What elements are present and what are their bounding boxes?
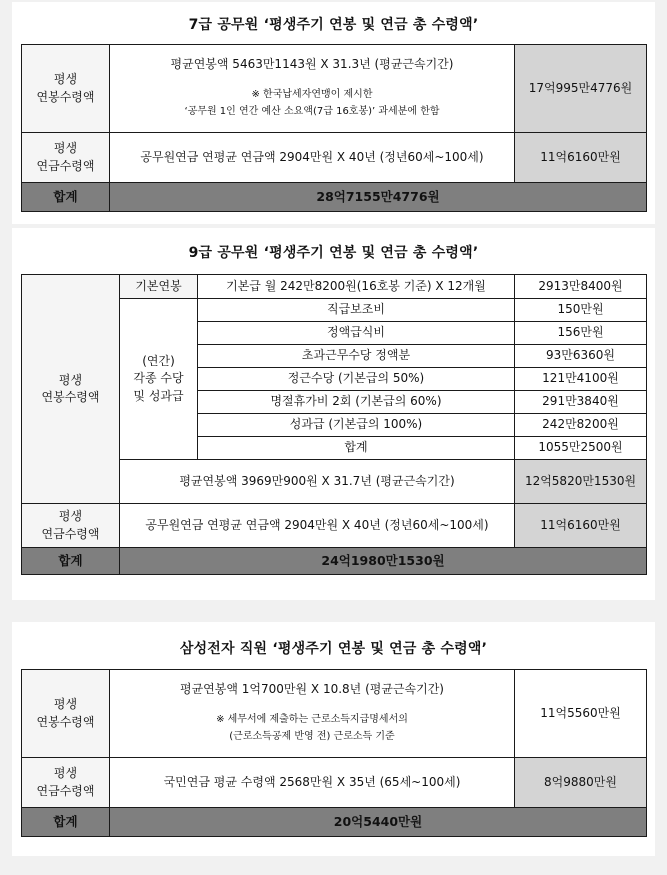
avg-salary-value: 12억5820만1530원 (515, 460, 647, 504)
salary-formula-cell (110, 670, 515, 758)
allowance-name: 직급보조비 (198, 299, 515, 322)
section-9th-grade (12, 228, 655, 600)
total-row (22, 548, 647, 575)
row-label: 평생 연봉수령액 (22, 45, 110, 133)
pension-value: 11억6160만원 (515, 133, 647, 183)
allowance-name: 정근수당 (기본급의 50%) (198, 368, 515, 391)
allowance-value: 121만4100원 (515, 368, 647, 391)
base-desc: 기본급 월 242만8200원(16호봉 기준) X 12개월 (198, 275, 515, 299)
section-7th-grade (12, 2, 655, 224)
pension-formula: 국민연금 평균 수령액 2568만원 X 35년 (65세~100세) (110, 758, 515, 808)
table-row (22, 670, 647, 758)
total-label: 합계 (22, 808, 110, 837)
salary-formula-cell (110, 45, 515, 133)
table-row (22, 133, 647, 183)
allowance-name: 명절휴가비 2회 (기본급의 60%) (198, 391, 515, 414)
allowance-value: 150만원 (515, 299, 647, 322)
total-row (22, 183, 647, 212)
table-7th-grade (21, 44, 647, 212)
allowance-name: 성과급 (기본급의 100%) (198, 414, 515, 437)
allowance-name: 정액급식비 (198, 322, 515, 345)
total-label: 합계 (22, 548, 120, 575)
salary-formula: 평균연봉액 5463만1143원 X 31.3년 (평균근속기간) (170, 57, 454, 72)
note-line: (근로소득공제 반영 전) 근로소득 기준 (229, 731, 395, 743)
table-samsung (21, 669, 647, 837)
salary-value: 17억995만4776원 (515, 45, 647, 133)
pension-formula: 공무원연금 연평균 연금액 2904만원 X 40년 (정년60세~100세) (120, 504, 515, 548)
base-value: 2913만8400원 (515, 275, 647, 299)
section-samsung (12, 622, 655, 856)
note-line: ‘공무원 1인 연간 예산 소요액(7급 16호봉)’ 과세분에 한함 (184, 106, 440, 118)
base-label: 기본연봉 (120, 275, 198, 299)
table-9th-grade (21, 274, 647, 575)
total-label: 합계 (22, 183, 110, 212)
allowance-value: 1055만2500원 (515, 437, 647, 460)
row-label: 평생 연금수령액 (22, 133, 110, 183)
row-label: 평생 연봉수령액 (22, 670, 110, 758)
section-title: 7급 공무원 ‘평생주기 연봉 및 연금 총 수령액’ (188, 17, 479, 33)
total-value: 28억7155만4776원 (110, 183, 647, 212)
pension-value: 8억9880만원 (515, 758, 647, 808)
allowance-value: 242만8200원 (515, 414, 647, 437)
allowance-name: 합계 (198, 437, 515, 460)
allowance-value: 291만3840원 (515, 391, 647, 414)
row-label: 평생 연금수령액 (22, 758, 110, 808)
allowance-name: 초과근무수당 정액분 (198, 345, 515, 368)
avg-salary-formula: 평균연봉액 3969만900원 X 31.7년 (평균근속기간) (120, 460, 515, 504)
table-row (22, 758, 647, 808)
section-title: 9급 공무원 ‘평생주기 연봉 및 연금 총 수령액’ (188, 245, 479, 261)
allowance-value: 93만6360원 (515, 345, 647, 368)
row-label: 평생 연봉수령액 (22, 275, 120, 504)
row-label: 평생 연금수령액 (22, 504, 120, 548)
note-line: ※ 한국납세자연맹이 제시한 (251, 88, 373, 100)
salary-formula: 평균연봉액 1억700만원 X 10.8년 (평균근속기간) (180, 682, 444, 697)
pension-formula: 공무원연금 연평균 연금액 2904만원 X 40년 (정년60세~100세) (110, 133, 515, 183)
allowance-group-label: (연간) 각종 수당 및 성과급 (120, 299, 198, 460)
pension-value: 11억6160만원 (515, 504, 647, 548)
table-row (22, 45, 647, 133)
total-value: 24억1980만1530원 (120, 548, 647, 575)
total-row (22, 808, 647, 837)
table-row (22, 275, 647, 299)
note-line: ※ 세무서에 제출하는 근로소득지급명세서의 (216, 713, 408, 725)
salary-value: 11억5560만원 (515, 670, 647, 758)
section-title: 삼성전자 직원 ‘평생주기 연봉 및 연금 총 수령액’ (179, 641, 488, 657)
allowance-value: 156만원 (515, 322, 647, 345)
table-row (22, 504, 647, 548)
total-value: 20억5440만원 (110, 808, 647, 837)
